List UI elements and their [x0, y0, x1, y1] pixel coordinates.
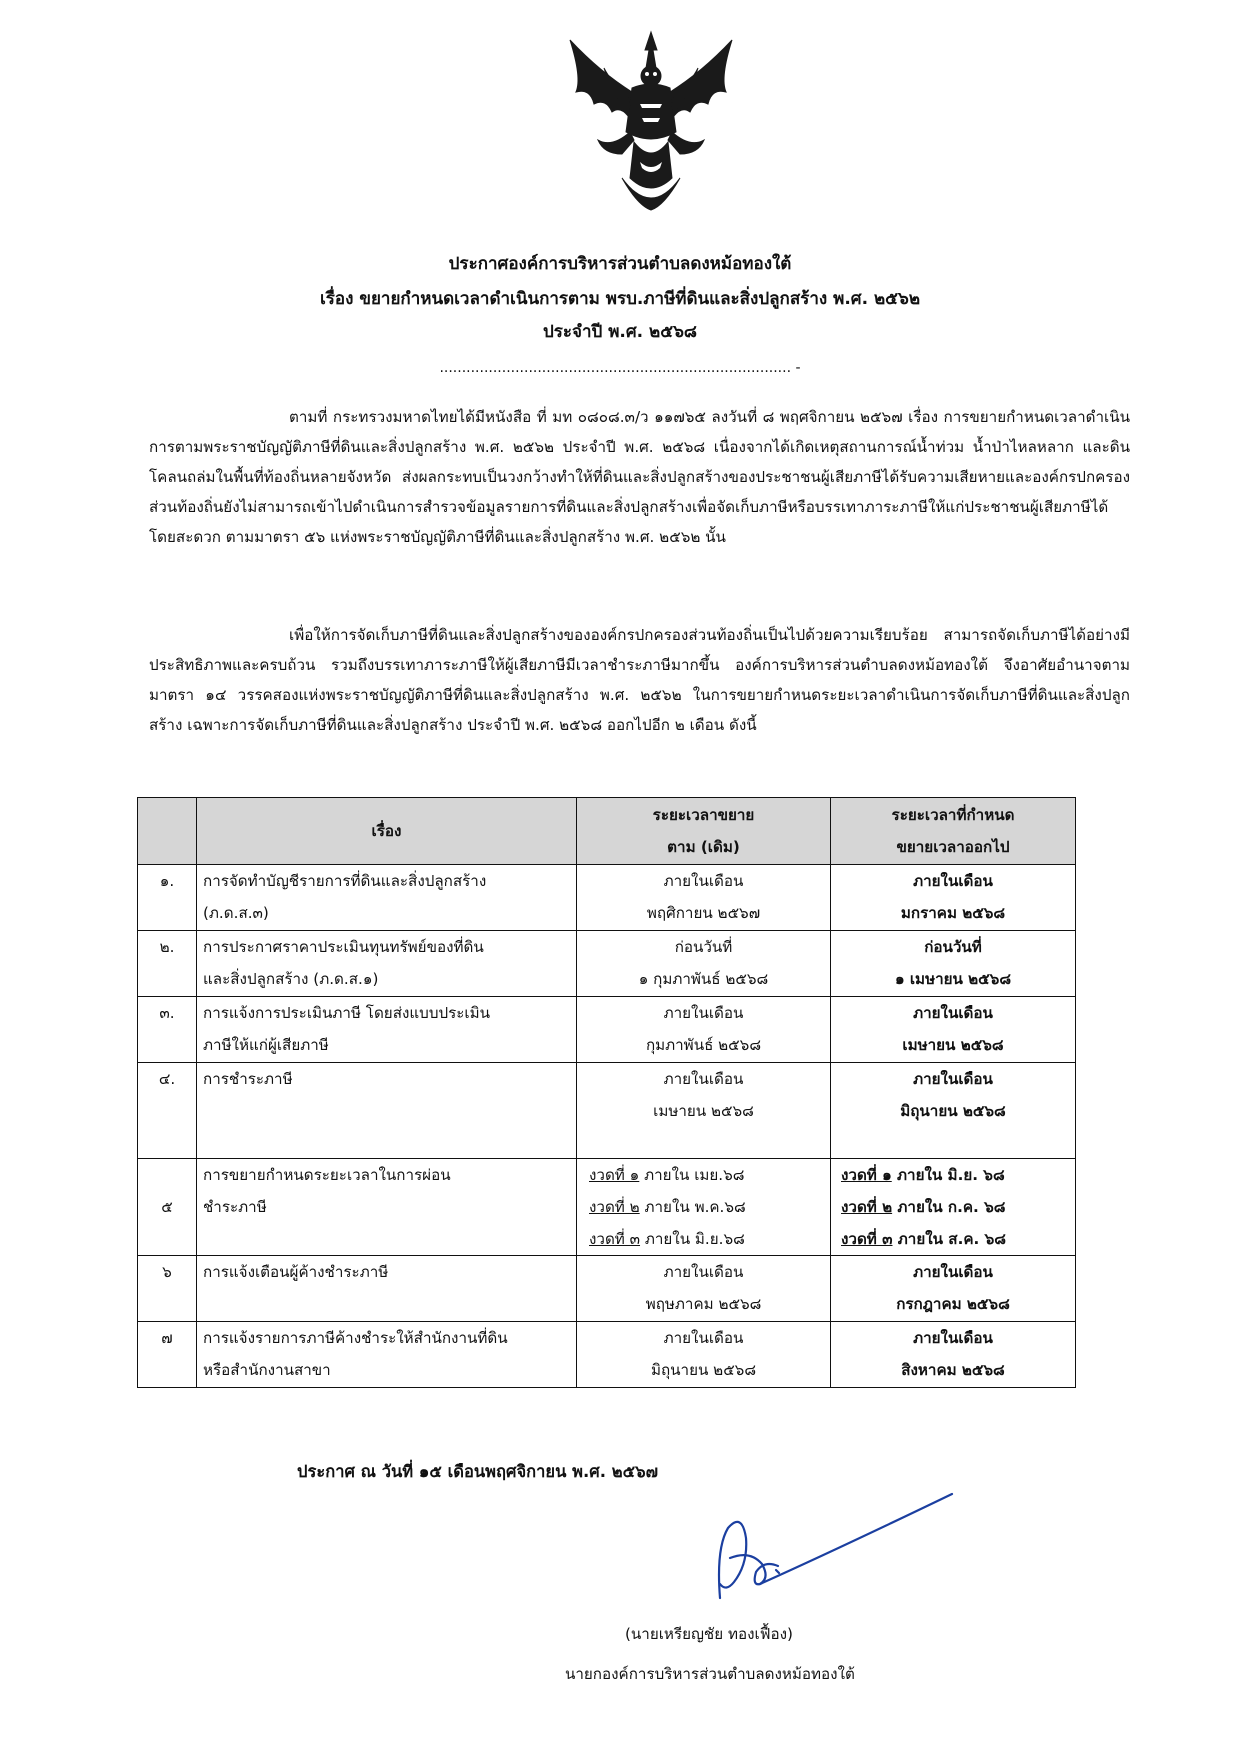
header-topic: เรื่อง	[197, 798, 577, 865]
row-topic: การแจ้งการประเมินภาษี โดยส่งแบบประเมิน ภาษีให้แก่ผู้เสียภาษี	[197, 997, 577, 1063]
body-paragraph-2: เพื่อให้การจัดเก็บภาษีที่ดินและสิ่งปลูกสร้างขององค์กรปกครองส่วนท้องถิ่นเป็นไปด้วยความเรียบร้อย สามารถจัดเก็บภาษีได้อย่างมีประสิทธิภาพและครบถ้วน รวมถึงบรรเทาภาระภาษีให้ผู้เสียภาษีมีเวลาชำระภาษีมากขึ้น องค์การบริหารส่วนตำบลดงหม้อทองใต้ จึงอาศัยอำนาจตามมาตรา ๑๔ วรรคสองแห่งพระราชบัญญัติภาษีที่ดินและสิ่งปลูกสร้าง พ.ศ. ๒๕๖๒ ในการขยายกำหนดระยะเวลาดำเนินการจัดเก็บภาษีที่ดินและสิ่งปลูกสร้าง เฉพาะการจัดเก็บภาษีที่ดินและสิ่งปลูกสร้าง ประจำปี พ.ศ. ๒๕๖๘ ออกไปอีก ๒ เดือน ดังนี้	[149, 626, 1130, 734]
separator-rule: ............................................................................... -	[439, 360, 801, 376]
row-number: ๒.	[138, 931, 197, 997]
header-extended-line2: ขยายเวลาออกไป	[896, 838, 1010, 856]
table-header-row	[138, 798, 1076, 865]
row-topic: การประกาศราคาประเมินทุนทรัพย์ของที่ดิน และสิ่งปลูกสร้าง (ภ.ด.ส.๑)	[197, 931, 577, 997]
installment-line: งวดที่ ๒ ภายใน ก.ค. ๖๘	[841, 1198, 1006, 1216]
signatory-position: นายกองค์การบริหารส่วนตำบลดงหม้อทองใต้	[565, 1665, 855, 1683]
row-extended-period: ภายในเดือน สิงหาคม ๒๕๖๘	[831, 1322, 1076, 1388]
installment-line: งวดที่ ๒ ภายใน พ.ค.๖๘	[589, 1198, 746, 1216]
row-number: ๓.	[138, 997, 197, 1063]
schedule-table	[137, 797, 1076, 1388]
row-number: ๗	[138, 1322, 197, 1388]
row-original-period: ภายในเดือน มิถุนายน ๒๕๖๘	[577, 1322, 831, 1388]
row-original-period: ภายในเดือน พฤษภาคม ๒๕๖๘	[577, 1256, 831, 1322]
body-paragraph-1: ตามที่ กระทรวงมหาดไทยได้มีหนังสือ ที่ มท ๐๘๐๘.๓/ว ๑๑๗๖๕ ลงวันที่ ๘ พฤศจิกายน ๒๕๖๗ เรื่อง การขยายกำหนดเวลาดำเนินการตามพระราชบัญญัติภาษีที่ดินและสิ่งปลูกสร้าง พ.ศ. ๒๕๖๒ ประจำปี พ.ศ. ๒๕๖๘ เนื่องจากได้เกิดเหตุสถานการณ์น้ำท่วม น้ำป่าไหลหลาก และดินโคลนถล่มในพื้นที่ท้องถิ่นหลายจังหวัด ส่งผลกระทบเป็นวงกว้างทำให้ที่ดินและสิ่งปลูกสร้างของประชาชนผู้เสียภาษีได้รับความเสียหายและองค์กรปกครองส่วนท้องถิ่นยังไม่สามารถเข้าไปดำเนินการสำรวจข้อมูลรายการที่ดินและสิ่งปลูกสร้างเพื่อจัดเก็บภาษีหรือบรรเทาภาระภาษีให้แก่ประชาชนผู้เสียภาษีได้โดยสะดวก ตามมาตรา ๕๖ แห่งพระราชบัญญัติภาษีที่ดินและสิ่งปลูกสร้าง พ.ศ. ๒๕๖๒ นั้น	[149, 408, 1130, 546]
row-extended-period: ภายในเดือน มกราคม ๒๕๖๘	[831, 865, 1076, 931]
row-number: ๑.	[138, 865, 197, 931]
row-extended-period: ภายในเดือน เมษายน ๒๕๖๘	[831, 997, 1076, 1063]
row-extended-period: ภายในเดือน กรกฎาคม ๒๕๖๘	[831, 1256, 1076, 1322]
row-topic: การแจ้งรายการภาษีค้างชำระให้สำนักงานที่ดิน หรือสำนักงานสาขา	[197, 1322, 577, 1388]
row-extended-period: ภายในเดือน มิถุนายน ๒๕๖๘	[831, 1063, 1076, 1159]
table-row	[138, 1256, 1076, 1322]
installment-line: งวดที่ ๑ ภายใน เมย.๖๘	[589, 1166, 745, 1184]
table-row	[138, 865, 1076, 931]
installment-line: งวดที่ ๓ ภายใน มิ.ย.๖๘	[589, 1230, 745, 1248]
row-extended-installments	[831, 1159, 1076, 1256]
announcement-date: ประกาศ ณ วันที่ ๑๕ เดือนพฤศจิกายน พ.ศ. ๒๕๖๗	[297, 1462, 658, 1481]
row-original-period: ก่อนวันที่ ๑ กุมภาพันธ์ ๒๕๖๘	[577, 931, 831, 997]
row-original-installments	[577, 1159, 831, 1256]
row-extended-period: ก่อนวันที่ ๑ เมษายน ๒๕๖๘	[831, 931, 1076, 997]
table-row	[138, 997, 1076, 1063]
announcement-title: ประกาศองค์การบริหารส่วนตำบลดงหม้อทองใต้	[448, 254, 792, 274]
installment-line: งวดที่ ๑ ภายใน มิ.ย. ๖๘	[841, 1166, 1005, 1184]
row-number: ๔.	[138, 1063, 197, 1159]
installment-line: งวดที่ ๓ ภายใน ส.ค. ๖๘	[841, 1230, 1006, 1248]
row-topic: การแจ้งเตือนผู้ค้างชำระภาษี	[197, 1256, 577, 1322]
table-row	[138, 1322, 1076, 1388]
garuda-emblem	[560, 28, 742, 218]
table-row	[138, 931, 1076, 997]
table-row	[138, 1159, 1076, 1256]
row-original-period: ภายในเดือน กุมภาพันธ์ ๒๕๖๘	[577, 997, 831, 1063]
header-extended-line1: ระยะเวลาที่กำหนด	[891, 806, 1015, 824]
announcement-year: ประจำปี พ.ศ. ๒๕๖๘	[542, 322, 698, 342]
row-number: ๕	[138, 1159, 197, 1256]
row-topic: การขยายกำหนดระยะเวลาในการผ่อน ชำระภาษี	[197, 1159, 577, 1256]
table-row	[138, 1063, 1076, 1159]
header-original-line1: ระยะเวลาขยาย	[652, 806, 755, 824]
header-original-period	[577, 798, 831, 865]
row-topic: การชำระภาษี	[197, 1063, 577, 1159]
signatory-name: (นายเหรียญชัย ทองเฟื้อง)	[625, 1625, 793, 1643]
row-topic: การจัดทำบัญชีรายการที่ดินและสิ่งปลูกสร้าง (ภ.ด.ส.๓)	[197, 865, 577, 931]
header-extended-period	[831, 798, 1076, 865]
header-number	[138, 798, 197, 865]
announcement-subject: เรื่อง ขยายกำหนดเวลาดำเนินการตาม พรบ.ภาษีที่ดินและสิ่งปลูกสร้าง พ.ศ. ๒๕๖๒	[319, 289, 921, 309]
row-number: ๖	[138, 1256, 197, 1322]
header-original-line2: ตาม (เดิม)	[667, 838, 740, 856]
row-original-period: ภายในเดือน เมษายน ๒๕๖๘	[577, 1063, 831, 1159]
row-original-period: ภายในเดือน พฤศิกายน ๒๕๖๗	[577, 865, 831, 931]
handwritten-signature	[690, 1488, 970, 1608]
